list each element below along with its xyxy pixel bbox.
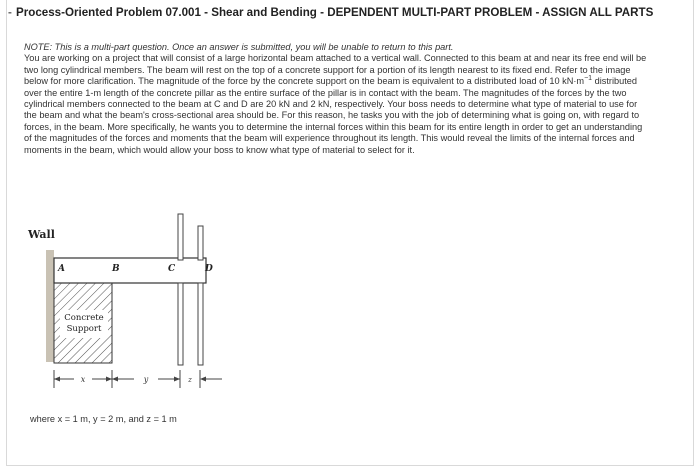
member-d-upper [198,226,203,260]
problem-title: Process-Oriented Problem 07.001 - Shear and Bending - DEPENDENT MULTI-PART PROBLEM - ASSIGN ALL PARTS [16,6,654,19]
paragraph-part2: distributed over the entire 1-m length of the concrete pillar as the entire surface of the pillar is in contact with the beam. The magnitudes of the forces by the two cylindrical members connected to the beam at C and D are 20 kN and 2 kN, respectively. Your boss needs to determine what type of material to use for the beam and what the beam's cross-sectional area should be. For this reason, he tasks you with the job of determining what is going on, with regard to forces, in the beam. More specifically, he wants you to determine the internal forces within this beam for its entire length in order to get an understanding of the magnitudes of the forces and moments that the beam will experience throughout its length. This would reveal the limits of the internal forces and moments in the beam, which would allow your boss to know what type of material to select for it. [24,76,643,155]
wall [46,250,54,362]
paragraph-part1: You are working on a project that will consist of a large horizontal beam attached to a vertical wall. Connected to this beam at and near its free end will be two long cylindrical members. The beam will rest on the top of a concrete support for a portion of its length nearest to its fixed end. Refer to the image below for more clarification. The magnitude of the force by the concrete support on the beam is equivalent to a distributed load of 10 kN·m [24,53,647,87]
support-label-line1: Concrete [64,313,104,323]
beam [54,258,206,283]
dim-x-label: x [80,375,86,384]
figure-caption: where x = 1 m, y = 2 m, and z = 1 m [30,414,177,424]
dim-z-label: z [188,376,192,384]
member-d-lower [198,283,203,365]
problem-description [24,42,650,156]
beam-diagram [22,212,242,402]
problem-note: NOTE: This is a multi-part question. Once an answer is submitted, you will be unable to return to this part. [24,42,454,52]
title-bullet: - [8,6,12,19]
problem-title-block [8,5,656,20]
member-c-lower [178,283,183,365]
dim-y-label: y [143,375,149,384]
wall-label: Wall [28,228,55,241]
point-c-label: C [168,264,176,274]
unit-exponent: −1 [584,75,593,83]
point-d-label: D [205,264,213,274]
dimension-lines [54,370,222,388]
point-b-label: B [112,264,120,274]
point-a-label: A [58,264,65,274]
problem-paragraph [24,53,650,156]
member-c-upper [178,214,183,260]
support-label-line2: Support [66,324,102,334]
